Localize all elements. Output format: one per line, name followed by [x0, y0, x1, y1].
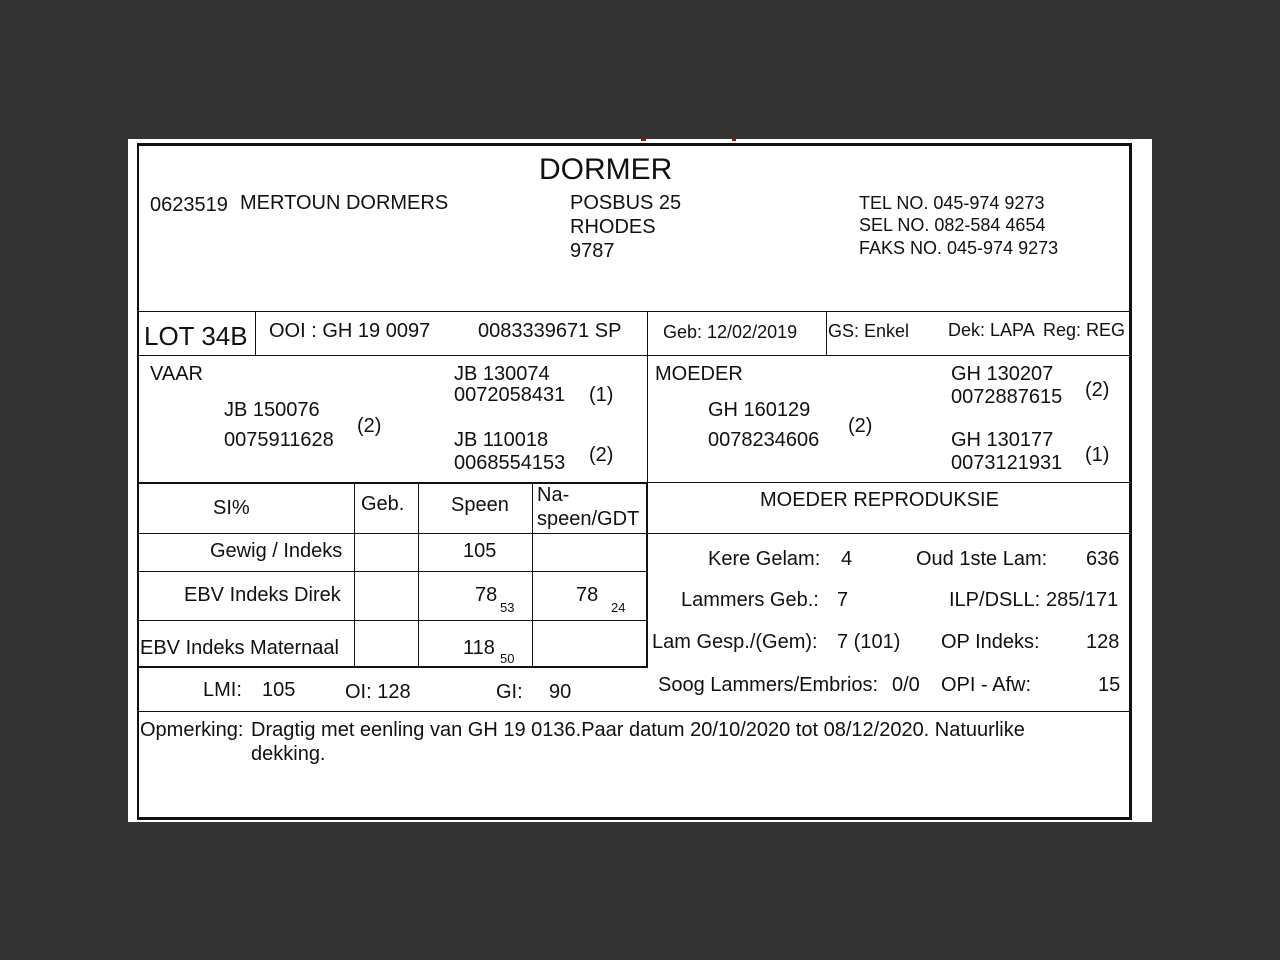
repro-title: MOEDER REPRODUKSIE — [760, 489, 999, 511]
moeder-sire-number: 0072887615 — [951, 386, 1063, 408]
owner-id: 0623519 — [150, 194, 228, 216]
si-header-si: SI% — [213, 497, 250, 519]
cropped-mark-top — [641, 139, 646, 141]
oud-value: 636 — [1086, 548, 1120, 570]
dek-value: Dek: LAPA — [948, 320, 1035, 340]
tel-no: TEL NO. 045-974 9273 — [859, 193, 1045, 213]
row-direk-na: 78 — [576, 584, 599, 606]
si-row-1 — [138, 533, 1131, 534]
divider-pedigree — [647, 355, 648, 483]
page-title: DORMER — [539, 153, 673, 186]
divider-lot-1 — [255, 311, 256, 355]
moeder-sire-id: GH 130207 — [951, 363, 1054, 385]
vaar-dam-count: (2) — [589, 444, 614, 466]
divider-lot-2 — [647, 311, 648, 355]
si-header-speen-gdt: speen/GDT — [537, 508, 640, 530]
kere-value: 4 — [841, 548, 853, 570]
row-maternaal-speen-sub: 50 — [500, 651, 515, 666]
si-table-bottom — [138, 666, 648, 668]
remark-line-2: dekking. — [251, 743, 326, 765]
vaar-id: JB 150076 — [224, 399, 320, 421]
divider-lot-3 — [826, 311, 827, 355]
moeder-number: 0078234606 — [708, 429, 820, 451]
vaar-sire-number: 0072058431 — [454, 384, 566, 406]
soog-label: Soog Lammers/Embrios: — [658, 674, 879, 696]
si-row-3 — [138, 620, 648, 621]
vaar-dam-number: 0068554153 — [454, 452, 566, 474]
si-row-2 — [138, 571, 648, 572]
moeder-dam-count: (1) — [1085, 444, 1110, 466]
gi-value: 90 — [549, 681, 572, 703]
birth-date: Geb: 12/02/2019 — [663, 322, 798, 342]
divider-remark — [138, 711, 1131, 712]
vaar-label: VAAR — [150, 363, 203, 385]
moeder-dam-id: GH 130177 — [951, 429, 1054, 451]
si-col-2 — [418, 482, 419, 668]
row-direk-speen-sub: 53 — [500, 600, 515, 615]
si-table-top — [138, 482, 648, 484]
vaar-number: 0075911628 — [224, 429, 334, 451]
lot-number: LOT 34B — [144, 321, 248, 351]
cropped-mark-top-2 — [732, 139, 736, 141]
row-direk-na-sub: 24 — [611, 600, 626, 615]
vaar-count: (2) — [357, 415, 382, 437]
ooi-id: OOI : GH 19 0097 — [269, 320, 431, 342]
address-line-1: POSBUS 25 — [570, 192, 682, 214]
gesp-value: 7 (101) — [837, 631, 901, 653]
row-gewig-label: Gewig / Indeks — [210, 540, 343, 562]
op-label: OP Indeks: — [941, 631, 1040, 653]
address-line-3: 9787 — [570, 240, 615, 262]
si-col-3 — [532, 482, 533, 668]
ilp-value: 285/171 — [1046, 589, 1119, 611]
gesp-label: Lam Gesp./(Gem): — [652, 631, 818, 653]
oud-label: Oud 1ste Lam: — [916, 548, 1048, 570]
row-maternaal-label: EBV Indeks Maternaal — [140, 637, 339, 659]
sel-no: SEL NO. 082-584 4654 — [859, 215, 1046, 235]
si-table-right — [646, 482, 648, 668]
lammers-label: Lammers Geb.: — [681, 589, 819, 611]
gs-value: GS: Enkel — [828, 321, 910, 341]
row-direk-label: EBV Indeks Direk — [184, 584, 341, 606]
opi-value: 15 — [1098, 674, 1121, 696]
reg-value: Reg: REG — [1043, 320, 1126, 340]
moeder-label: MOEDER — [655, 363, 743, 385]
remark-line-1: Dragtig met eenling van GH 19 0136.Paar datum 20/10/2020 tot 08/12/2020. Natuurlike — [251, 719, 1025, 741]
si-header-geb: Geb. — [361, 493, 405, 515]
owner-name: MERTOUN DORMERS — [240, 192, 449, 214]
si-col-1 — [354, 482, 355, 668]
divider-lot-bottom — [138, 355, 1131, 356]
row-gewig-speen: 105 — [463, 540, 497, 562]
address-line-2: RHODES — [570, 216, 656, 238]
remark-label: Opmerking: — [140, 719, 244, 741]
lot-card — [128, 139, 1152, 822]
moeder-sire-count: (2) — [1085, 379, 1110, 401]
row-maternaal-speen: 118 — [463, 637, 495, 659]
lmi-label: LMI: — [203, 679, 242, 701]
ooi-number: 0083339671 SP — [478, 320, 622, 342]
opi-label: OPI - Afw: — [941, 674, 1032, 696]
si-header-na: Na- — [537, 484, 570, 506]
top-border — [138, 143, 1131, 146]
ilp-label: ILP/DSLL: — [949, 589, 1041, 611]
vaar-sire-count: (1) — [589, 384, 614, 406]
lammers-value: 7 — [837, 589, 849, 611]
oi-value: OI: 128 — [345, 681, 411, 703]
op-value: 128 — [1086, 631, 1120, 653]
faks-no: FAKS NO. 045-974 9273 — [859, 238, 1059, 258]
repro-top — [647, 482, 1131, 483]
row-direk-speen: 78 — [475, 584, 498, 606]
divider-lot-top — [138, 311, 1131, 312]
bottom-border — [138, 817, 1131, 820]
kere-label: Kere Gelam: — [708, 548, 821, 570]
moeder-dam-number: 0073121931 — [951, 452, 1063, 474]
si-header-speen: Speen — [451, 494, 509, 516]
moeder-id: GH 160129 — [708, 399, 811, 421]
moeder-count: (2) — [848, 415, 873, 437]
lmi-value: 105 — [262, 679, 296, 701]
vaar-sire-id: JB 130074 — [454, 363, 550, 385]
soog-value: 0/0 — [892, 674, 920, 696]
vaar-dam-id: JB 110018 — [454, 429, 549, 451]
gi-label: GI: — [496, 681, 523, 703]
